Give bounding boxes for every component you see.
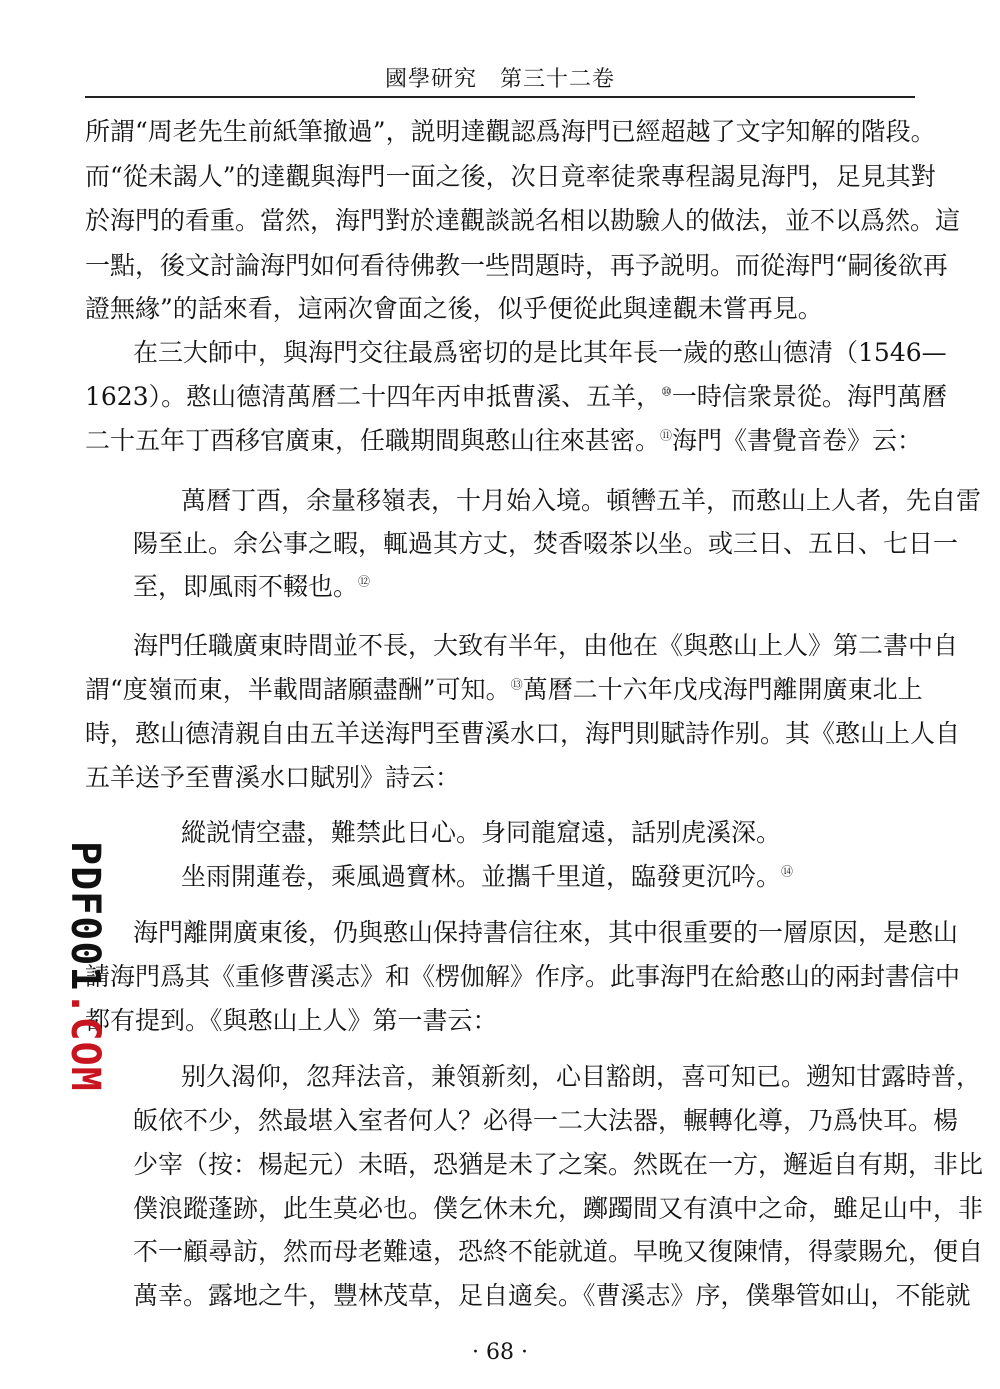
quote-line: 僕浪蹤蓬跡，此生莫必也。僕乞休未允，躑躅間又有滇中之命，雖足山中，非: [133, 1194, 984, 1223]
footnote-marker[interactable]: ⑭: [781, 864, 794, 879]
watermark: PDF001.COM: [62, 841, 108, 1092]
quote-line: 至，即風雨不輟也。⑫: [133, 572, 371, 601]
footnote-marker[interactable]: ⑩: [661, 384, 672, 399]
quote-line: 陽至止。余公事之暇，輒過其方丈，焚香啜茶以坐。或三日、五日、七日一: [133, 529, 959, 558]
quote-line: 少宰（按：楊起元）未晤，恐猶是未了之案。然既在一方，邂逅自有期，非比: [133, 1150, 984, 1179]
body-line: 1623）。憨山德清萬曆二十四年丙申抵曹溪、五羊，⑩一時信衆景從。海門萬曆: [85, 382, 947, 411]
body-line: 所謂“周老先生前紙筆撤過”，説明達觀認爲海門已經超越了文字知解的階段。: [85, 117, 936, 146]
body-line: 於海門的看重。當然，海門對於達觀談説名相以勘驗人的做法，並不以爲然。這: [85, 206, 961, 235]
body-line: 海門離開廣東後，仍與憨山保持書信往來，其中很重要的一層原因，是憨山: [133, 918, 959, 947]
footnote-marker[interactable]: ⑬: [510, 677, 523, 692]
body-line: 證無緣”的話來看，這兩次會面之後，似乎便從此與達觀未嘗再見。: [85, 294, 823, 323]
running-header: 國學研究 第三十二卷: [384, 67, 615, 92]
body-line: 二十五年丁酉移官廣東，任職期間與憨山往來甚密。⑪海門《書覺音卷》云：: [85, 426, 923, 455]
quote-line: 不一顧尋訪，然而母老難遠，恐終不能就道。早晚又復陳情，得蒙賜允，便自: [133, 1237, 984, 1266]
poem-line: 坐雨開蓮卷，乘風過寶林。並攜千里道，臨發更沉吟。⑭: [181, 862, 794, 891]
quote-line: 萬曆丁酉，余量移嶺表，十月始入境。頓轡五羊，而憨山上人者，先自雷: [181, 486, 982, 515]
body-line: 而“從未謁人”的達觀與海門一面之後，次日竟率徒衆專程謁見海門，足見其對: [85, 162, 936, 191]
body-line: 海門任職廣東時間並不長，大致有半年，由他在《與憨山上人》第二書中自: [133, 631, 959, 660]
body-line: 請海門爲其《重修曹溪志》和《楞伽解》作序。此事海門在給憨山的兩封書信中: [85, 962, 961, 991]
quote-line: 萬幸。露地之牛，豐林茂草，足自適矣。《曹溪志》序，僕舉管如山，不能就: [133, 1281, 971, 1310]
quote-line: 皈依不少，然最堪入室者何人？必得一二大法器，輾轉化導，乃爲快耳。楊: [133, 1106, 959, 1135]
footnote-marker[interactable]: ⑪: [660, 428, 673, 443]
body-line: 在三大師中，與海門交往最爲密切的是比其年長一歲的憨山德清（1546—: [133, 338, 947, 367]
body-line: 一點，後文討論海門如何看待佛教一些問題時，再予説明。而從海門“嗣後欲再: [85, 251, 948, 280]
page-number: · 68 ·: [472, 1340, 528, 1365]
quote-line: 别久渴仰，忽拜法音，兼領新刻，心目豁朗，喜可知已。遡知甘露時普，: [181, 1062, 982, 1091]
header-rule: [85, 96, 915, 98]
body-line: 都有提到。《與憨山上人》第一書云：: [85, 1006, 498, 1035]
poem-line: 縱説情空盡，難禁此日心。身同龍窟遠，話别虎溪深。: [181, 818, 782, 847]
body-line: 時，憨山德清親自由五羊送海門至曹溪水口，海門則賦詩作别。其《憨山上人自: [85, 719, 961, 748]
body-line: 五羊送予至曹溪水口賦别》詩云：: [85, 763, 461, 792]
footnote-marker[interactable]: ⑫: [358, 574, 371, 589]
body-line: 謂“度嶺而東，半載間諸願盡酬”可知。⑬萬曆二十六年戊戌海門離開廣東北上: [85, 675, 923, 704]
